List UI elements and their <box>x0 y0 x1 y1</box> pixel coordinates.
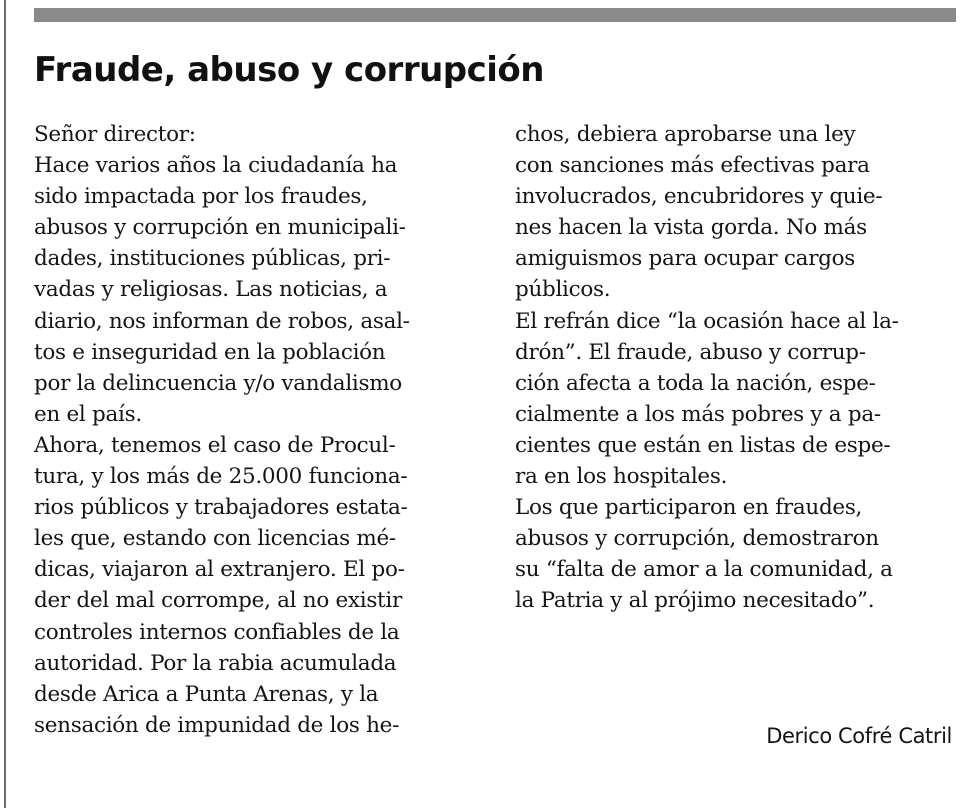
body-line: der del mal corrompe, al no existir <box>34 588 402 614</box>
body-line: la Patria y al prójimo necesitado”. <box>515 588 875 614</box>
article-body-left-column <box>34 119 489 741</box>
body-line: desde Arica a Punta Arenas, y la <box>34 681 379 707</box>
body-line: El refrán dice “la ocasión hace al la- <box>515 308 899 334</box>
body-line: amiguismos para ocupar cargos <box>515 246 856 272</box>
body-line: abusos y corrupción, demostraron <box>515 526 879 552</box>
body-line: cientes que están en listas de espe- <box>515 432 891 458</box>
body-line: controles internos confiables de la <box>34 619 400 645</box>
body-line: ción afecta a toda la nación, espe- <box>515 370 876 396</box>
article-headline: Fraude, abuso y corrupción <box>34 50 544 90</box>
body-line: abusos y corrupción en municipali- <box>34 215 406 241</box>
body-line: por la delincuencia y/o vandalismo <box>34 370 402 396</box>
article-body-right-column <box>515 119 960 617</box>
body-line: dades, instituciones públicas, pri- <box>34 246 391 272</box>
section-top-bar <box>34 8 956 22</box>
body-line: involucrados, encubridores y quie- <box>515 184 883 210</box>
body-line: drón”. El fraude, abuso y corrup- <box>515 339 866 365</box>
body-line: con sanciones más efectivas para <box>515 153 870 179</box>
body-line: nes hacen la vista gorda. No más <box>515 215 867 241</box>
body-line: cialmente a los más pobres y a pa- <box>515 401 881 427</box>
body-line: sido impactada por los fraudes, <box>34 184 368 210</box>
body-line: en el país. <box>34 401 142 427</box>
body-line: tos e inseguridad en la población <box>34 339 386 365</box>
body-line: públicos. <box>515 277 611 303</box>
body-line: ra en los hospitales. <box>515 464 728 490</box>
author-signature: Derico Cofré Catril <box>766 724 952 748</box>
body-line: diario, nos informan de robos, asal- <box>34 308 410 334</box>
body-line: autoridad. Por la rabia acumulada <box>34 650 397 676</box>
body-line: vadas y religiosas. Las noticias, a <box>34 277 388 303</box>
body-line: Hace varios años la ciudadanía ha <box>34 153 398 179</box>
body-line: chos, debiera aprobarse una ley <box>515 122 856 147</box>
body-line: dicas, viajaron al extranjero. El po- <box>34 557 405 583</box>
body-line: su “falta de amor a la comunidad, a <box>515 557 893 583</box>
body-line: rios públicos y trabajadores estata- <box>34 495 408 521</box>
body-line: tura, y los más de 25.000 funciona- <box>34 464 408 490</box>
body-line: Señor director: <box>34 122 196 147</box>
body-line: les que, estando con licencias mé- <box>34 526 396 552</box>
body-line: sensación de impunidad de los he- <box>34 712 400 738</box>
body-line: Ahora, tenemos el caso de Procul- <box>34 432 396 458</box>
left-column-rule <box>4 0 6 808</box>
body-line: Los que participaron en fraudes, <box>515 495 863 521</box>
